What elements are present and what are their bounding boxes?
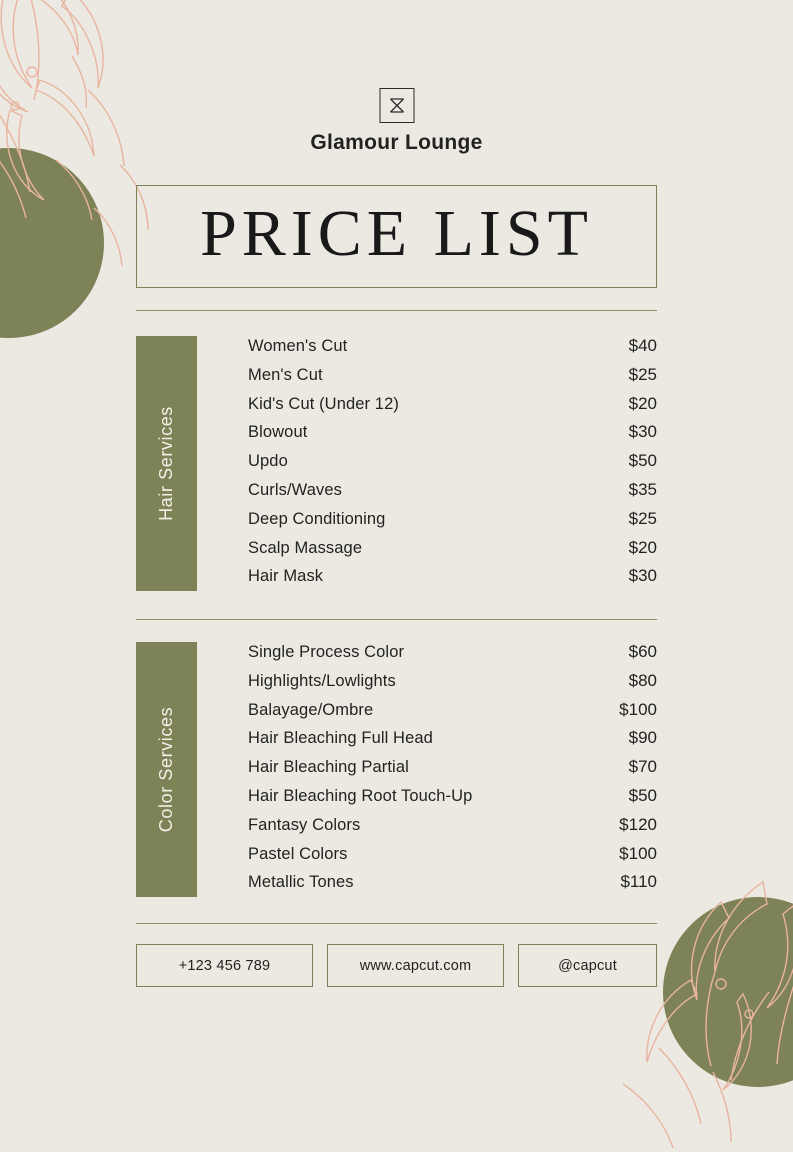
brand-name: Glamour Lounge [310, 131, 483, 154]
category-tab-hair-services [136, 336, 197, 591]
item-price: $60 [628, 642, 657, 661]
category-tab-color-services [136, 642, 197, 897]
item-price: $35 [628, 479, 657, 499]
item-price: $100 [619, 699, 657, 719]
list-item [248, 566, 657, 595]
item-price: $70 [628, 757, 657, 777]
item-name: Metallic Tones [248, 873, 354, 892]
item-name: Hair Mask [248, 567, 324, 586]
hourglass-logo-icon [379, 88, 414, 123]
item-price: $90 [628, 728, 657, 748]
footer-contacts [136, 944, 657, 987]
item-price: $25 [628, 508, 657, 528]
decorative-circle-bottom-right [663, 897, 793, 1087]
list-item [248, 844, 657, 873]
page-title-box [136, 185, 657, 288]
item-price: $20 [628, 537, 657, 557]
contact-website[interactable]: www.capcut.com [327, 944, 504, 987]
item-name: Updo [248, 452, 288, 471]
item-list-color-services [248, 642, 657, 901]
item-name: Hair Bleaching Full Head [248, 729, 433, 748]
item-price: $30 [628, 422, 657, 442]
decorative-circle-top-left [0, 148, 104, 338]
item-price: $100 [619, 843, 657, 863]
list-item [248, 480, 657, 509]
item-price: $110 [620, 872, 657, 892]
item-name: Hair Bleaching Root Touch-Up [248, 786, 473, 805]
section-hair-services [136, 336, 657, 595]
item-name: Hair Bleaching Partial [248, 758, 409, 777]
item-name: Kid's Cut (Under 12) [248, 394, 399, 413]
item-price: $80 [628, 670, 657, 690]
list-item [248, 757, 657, 786]
list-item [248, 671, 657, 700]
list-item [248, 336, 657, 365]
list-item [248, 365, 657, 394]
item-price: $30 [628, 566, 657, 586]
item-name: Scalp Massage [248, 538, 363, 557]
divider-bottom [136, 923, 657, 924]
item-name: Fantasy Colors [248, 815, 361, 834]
item-name: Women's Cut [248, 337, 348, 355]
item-name: Balayage/Ombre [248, 700, 374, 719]
item-price: $25 [628, 364, 657, 384]
list-item [248, 815, 657, 844]
list-item [248, 394, 657, 423]
item-list-hair-services [248, 336, 657, 595]
item-name: Highlights/Lowlights [248, 671, 396, 690]
item-name: Men's Cut [248, 365, 323, 384]
item-name: Deep Conditioning [248, 509, 386, 528]
list-item [248, 786, 657, 815]
item-price: $50 [628, 451, 657, 471]
contact-social[interactable]: @capcut [518, 944, 657, 987]
item-price: $120 [619, 814, 657, 834]
contact-phone[interactable]: +123 456 789 [136, 944, 313, 987]
item-price: $50 [628, 785, 657, 805]
category-label: Hair Services [156, 406, 177, 521]
list-item [248, 451, 657, 480]
list-item [248, 422, 657, 451]
category-label: Color Services [156, 706, 176, 833]
item-name: Blowout [248, 423, 308, 442]
page-title: PRICE LIST [200, 196, 593, 270]
item-price: $40 [628, 336, 657, 355]
item-name: Curls/Waves [248, 480, 343, 499]
list-item [248, 538, 657, 567]
item-price: $20 [628, 393, 657, 413]
divider-middle [136, 619, 657, 620]
item-name: Single Process Color [248, 643, 405, 661]
list-item [248, 700, 657, 729]
item-name: Pastel Colors [248, 844, 348, 863]
divider-top [136, 310, 657, 311]
list-item [248, 728, 657, 757]
list-item [248, 872, 657, 901]
section-color-services [136, 642, 657, 901]
list-item [248, 509, 657, 538]
list-item [248, 642, 657, 671]
